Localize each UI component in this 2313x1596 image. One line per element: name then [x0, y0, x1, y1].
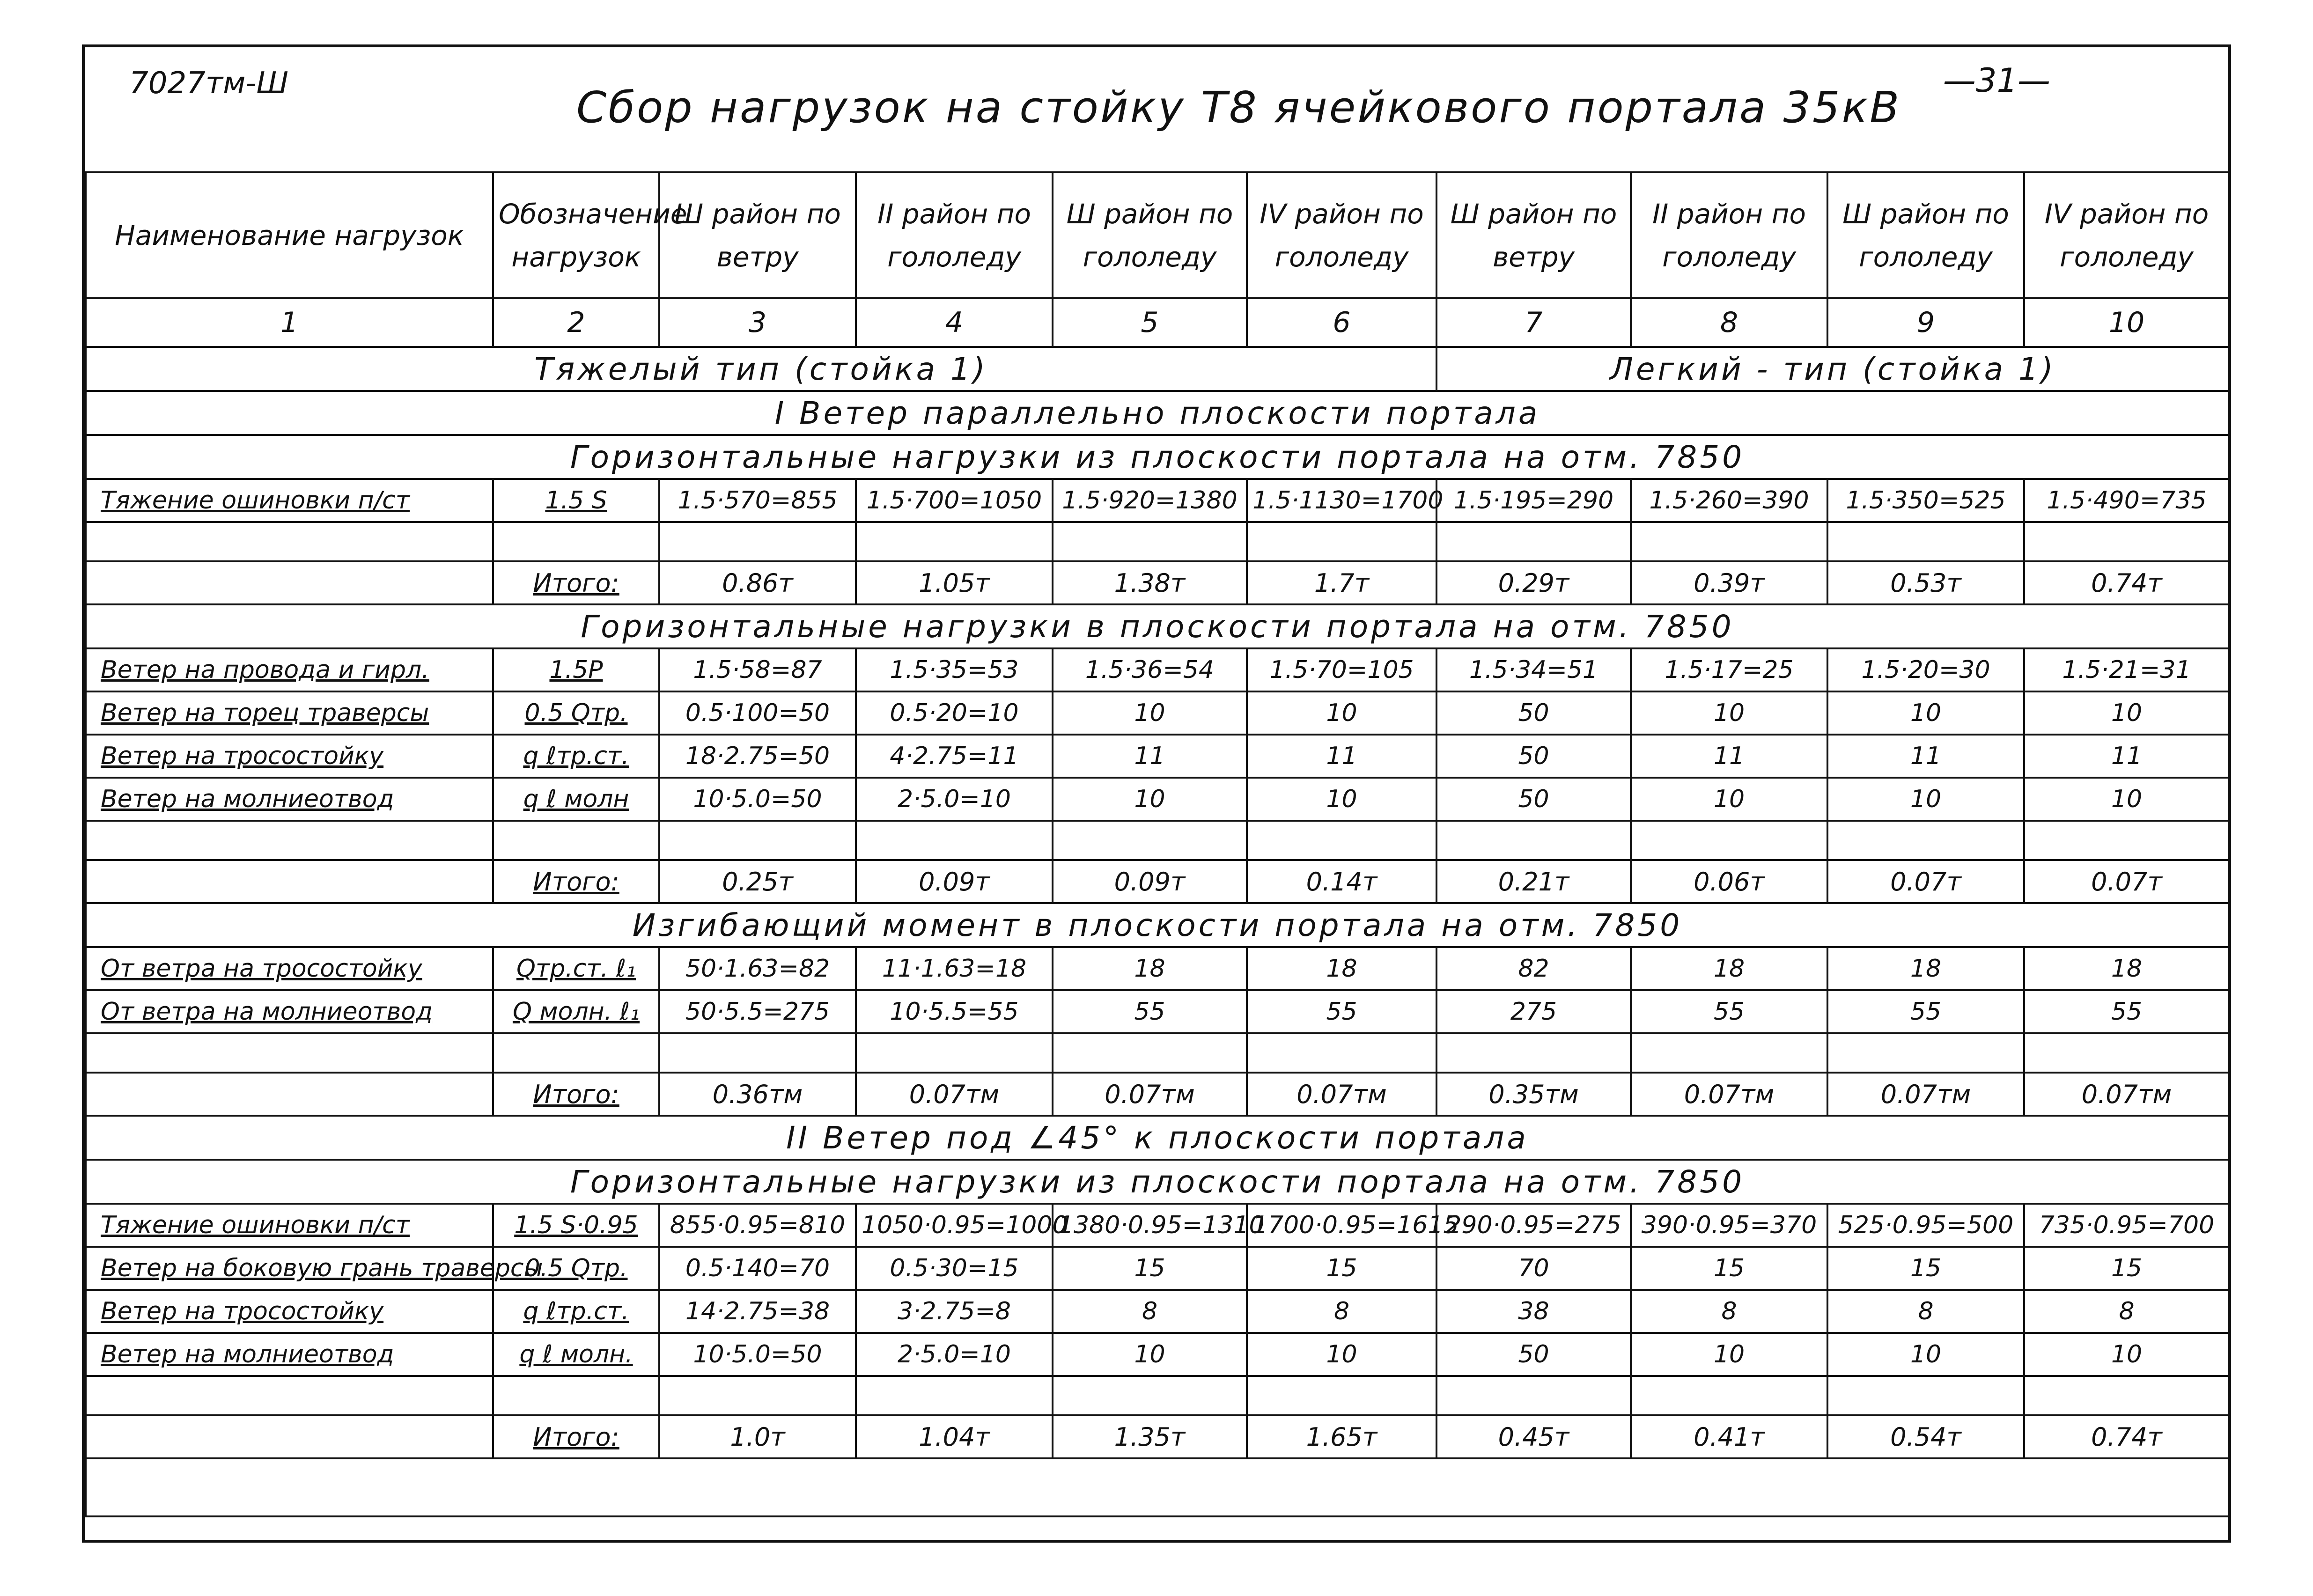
column-number: 5: [1053, 298, 1247, 347]
table-cell: От ветра на тросостойку: [86, 947, 493, 990]
section-heading: [86, 1116, 2229, 1160]
table-row: [86, 1204, 2229, 1247]
table-cell: От ветра на молниеотвод: [86, 990, 493, 1033]
table-cell: 10: [1247, 691, 1436, 735]
table-cell: 1.5Р: [493, 648, 659, 691]
header-cell: Ш район по гололеду: [1053, 172, 1247, 298]
table-cell: [86, 1415, 493, 1458]
column-number-row: [86, 298, 2229, 347]
table-cell: 0.09т: [1053, 860, 1247, 903]
table-cell: 15: [1827, 1247, 2024, 1290]
table-cell: Итого:: [493, 860, 659, 903]
table-cell: Ветер на молниеотвод: [86, 1333, 493, 1376]
table-cell: 50: [1436, 778, 1631, 821]
table-cell: 1.5 S·0.95: [493, 1204, 659, 1247]
table-cell: 8: [2024, 1290, 2229, 1333]
header-cell: II район по гололеду: [856, 172, 1053, 298]
column-number: 3: [659, 298, 856, 347]
table-cell: 15: [2024, 1247, 2229, 1290]
table-cell: 8: [1631, 1290, 1827, 1333]
table-cell: 11: [1247, 735, 1436, 778]
table-cell: 10: [1247, 1333, 1436, 1376]
table-cell: 50: [1436, 735, 1631, 778]
table-cell: 735·0.95=700: [2024, 1204, 2229, 1247]
page-title: Сбор нагрузок на стойку Т8 ячейкового портала 35кВ: [576, 82, 1901, 132]
table-cell: 50: [1436, 691, 1631, 735]
table-cell: 275: [1436, 990, 1631, 1033]
table-cell: 0.54т: [1827, 1415, 2024, 1458]
blank-row: [86, 1376, 2229, 1415]
table-cell: q ℓтр.ст.: [493, 1290, 659, 1333]
table-cell: 10: [1827, 1333, 2024, 1376]
table-cell: 15: [1247, 1247, 1436, 1290]
table-cell: 1.5·35=53: [856, 648, 1053, 691]
subsection-title: Горизонтальные нагрузки из плоскости портала на отм. 7850: [86, 435, 2229, 479]
header-cell: Наименование нагрузок: [86, 172, 493, 298]
column-number: 7: [1436, 298, 1631, 347]
group-bending-moment: [86, 947, 2229, 1116]
table-cell: 0.5·20=10: [856, 691, 1053, 735]
table-cell: 10: [1631, 1333, 1827, 1376]
column-number: 2: [493, 298, 659, 347]
table-cell: 0.5 Qтр.: [493, 691, 659, 735]
table-cell: 1380·0.95=1310: [1053, 1204, 1247, 1247]
column-number: 4: [856, 298, 1053, 347]
header-cell: II район по гололеду: [1631, 172, 1827, 298]
table-cell: 390·0.95=370: [1631, 1204, 1827, 1247]
table-cell: Ветер на провода и гирл.: [86, 648, 493, 691]
table-row: [86, 735, 2229, 778]
table-cell: 0.36тм: [659, 1073, 856, 1116]
table-cell: 3·2.75=8: [856, 1290, 1053, 1333]
table-cell: 11: [2024, 735, 2229, 778]
table-cell: 1.5·490=735: [2024, 479, 2229, 522]
table-row: [86, 1290, 2229, 1333]
total-row: [86, 1415, 2229, 1458]
table-cell: 1.7т: [1247, 561, 1436, 604]
table-cell: 50·5.5=275: [659, 990, 856, 1033]
group-out-of-plane-2: [86, 1204, 2229, 1458]
table-cell: 1.5 S: [493, 479, 659, 522]
total-row: [86, 860, 2229, 903]
table-cell: 1.5·260=390: [1631, 479, 1827, 522]
column-number: 10: [2024, 298, 2229, 347]
table-cell: 0.07тм: [856, 1073, 1053, 1116]
table-cell: 0.5·30=15: [856, 1247, 1053, 1290]
table-cell: 2·5.0=10: [856, 1333, 1053, 1376]
table-cell: 0.21т: [1436, 860, 1631, 903]
column-number: 6: [1247, 298, 1436, 347]
table-cell: 10·5.5=55: [856, 990, 1053, 1033]
table-cell: 0.07тм: [1053, 1073, 1247, 1116]
table-cell: 0.5 Qтр.: [493, 1247, 659, 1290]
type-row: [86, 347, 2229, 391]
table-cell: 1.5·34=51: [1436, 648, 1631, 691]
header-cell: Ш район по ветру: [1436, 172, 1631, 298]
table-cell: 1.04т: [856, 1415, 1053, 1458]
table-cell: 1.5·1130=1700: [1247, 479, 1436, 522]
table-cell: 8: [1827, 1290, 2024, 1333]
group-in-plane: [86, 648, 2229, 903]
total-row: [86, 1073, 2229, 1116]
table-cell: Ветер на тросостойку: [86, 1290, 493, 1333]
table-cell: Тяжение ошиновки п/ст: [86, 479, 493, 522]
table-cell: 10: [2024, 691, 2229, 735]
table-cell: 1700·0.95=1615: [1247, 1204, 1436, 1247]
table-cell: 55: [1247, 990, 1436, 1033]
header-cell: Ш район по гололеду: [1827, 172, 2024, 298]
drawing-sheet: [82, 44, 2231, 1543]
table-cell: [86, 1073, 493, 1116]
table-cell: 11: [1827, 735, 2024, 778]
table-cell: 18: [1631, 947, 1827, 990]
table-cell: 1.5·36=54: [1053, 648, 1247, 691]
table-cell: Qтр.ст. ℓ₁: [493, 947, 659, 990]
table-cell: 10·5.0=50: [659, 1333, 856, 1376]
table-cell: 0.29т: [1436, 561, 1631, 604]
table-cell: 0.25т: [659, 860, 856, 903]
section-heading: [86, 391, 2229, 435]
subsection-heading: [86, 1160, 2229, 1204]
table-cell: 18: [1247, 947, 1436, 990]
subsection-heading: [86, 604, 2229, 648]
table-cell: Итого:: [493, 1415, 659, 1458]
table-cell: 525·0.95=500: [1827, 1204, 2024, 1247]
table-cell: 55: [1631, 990, 1827, 1033]
table-cell: 50: [1436, 1333, 1631, 1376]
table-cell: 1.05т: [856, 561, 1053, 604]
subsection-title: Горизонтальные нагрузки в плоскости портала на отм. 7850: [86, 604, 2229, 648]
blank-row: [86, 1458, 2229, 1516]
table-cell: 0.5·140=70: [659, 1247, 856, 1290]
table-cell: 4·2.75=11: [856, 735, 1053, 778]
table-cell: 1.35т: [1053, 1415, 1247, 1458]
table-cell: 55: [1053, 990, 1247, 1033]
table-cell: Ветер на боковую грань траверсы: [86, 1247, 493, 1290]
table-cell: 0.35тм: [1436, 1073, 1631, 1116]
table-cell: 11: [1053, 735, 1247, 778]
table-cell: 70: [1436, 1247, 1631, 1290]
table-cell: 1.5·20=30: [1827, 648, 2024, 691]
section-title: II Ветер под ∠45° к плоскости портала: [86, 1116, 2229, 1160]
column-number: 1: [86, 298, 493, 347]
subsection-title: Горизонтальные нагрузки из плоскости портала на отм. 7850: [86, 1160, 2229, 1204]
table-cell: 1.5·58=87: [659, 648, 856, 691]
header-cell: IV район по гололеду: [2024, 172, 2229, 298]
table-cell: 10: [1631, 691, 1827, 735]
table-cell: 0.74т: [2024, 1415, 2229, 1458]
table-cell: 10: [1053, 1333, 1247, 1376]
header-row: [86, 172, 2229, 298]
table-cell: [86, 860, 493, 903]
table-cell: 0.07тм: [1631, 1073, 1827, 1116]
table-cell: 1.0т: [659, 1415, 856, 1458]
table-cell: 1.5·21=31: [2024, 648, 2229, 691]
header-cell: Обозначение нагрузок: [493, 172, 659, 298]
table-cell: [86, 561, 493, 604]
table-row: [86, 691, 2229, 735]
table-cell: 10: [1053, 691, 1247, 735]
table-cell: Итого:: [493, 1073, 659, 1116]
table-cell: 0.45т: [1436, 1415, 1631, 1458]
column-number: 9: [1827, 298, 2024, 347]
type-light: Легкий - тип (стойка 1): [1436, 347, 2229, 391]
table-cell: 0.06т: [1631, 860, 1827, 903]
table-cell: 15: [1631, 1247, 1827, 1290]
page-number: —31—: [1943, 61, 2050, 100]
document-code: 7027тм-Ш: [129, 66, 288, 101]
table-cell: 10·5.0=50: [659, 778, 856, 821]
table-cell: 2·5.0=10: [856, 778, 1053, 821]
table-cell: 0.07тм: [1247, 1073, 1436, 1116]
table-cell: 1.5·920=1380: [1053, 479, 1247, 522]
table-cell: 290·0.95=275: [1436, 1204, 1631, 1247]
table-cell: 0.07тм: [1827, 1073, 2024, 1116]
table-cell: 55: [1827, 990, 2024, 1033]
table-cell: 1.65т: [1247, 1415, 1436, 1458]
table-cell: 1050·0.95=1000: [856, 1204, 1053, 1247]
subsection-title: Изгибающий момент в плоскости портала на отм. 7850: [86, 903, 2229, 947]
table-cell: 10: [1827, 778, 2024, 821]
table-row: [86, 648, 2229, 691]
table-cell: Ветер на тросостойку: [86, 735, 493, 778]
table-row: [86, 1247, 2229, 1290]
subsection-heading: [86, 435, 2229, 479]
table-cell: 14·2.75=38: [659, 1290, 856, 1333]
table-cell: 1.5·195=290: [1436, 479, 1631, 522]
table-cell: 8: [1053, 1290, 1247, 1333]
blank-row: [86, 821, 2229, 860]
table-cell: 18: [2024, 947, 2229, 990]
table-row: [86, 778, 2229, 821]
table-cell: q ℓ молн: [493, 778, 659, 821]
table-cell: 0.07тм: [2024, 1073, 2229, 1116]
table-cell: 1.38т: [1053, 561, 1247, 604]
column-number: 8: [1631, 298, 1827, 347]
table-cell: 855·0.95=810: [659, 1204, 856, 1247]
section-title: I Ветер параллельно плоскости портала: [86, 391, 2229, 435]
table-cell: 10: [1053, 778, 1247, 821]
table-cell: q ℓтр.ст.: [493, 735, 659, 778]
table-cell: Тяжение ошиновки п/ст: [86, 1204, 493, 1247]
header-cell: IV район по гололеду: [1247, 172, 1436, 298]
table-cell: 82: [1436, 947, 1631, 990]
table-cell: 18·2.75=50: [659, 735, 856, 778]
table-cell: 18: [1053, 947, 1247, 990]
table-cell: 10: [1631, 778, 1827, 821]
table-cell: 11·1.63=18: [856, 947, 1053, 990]
table-cell: 55: [2024, 990, 2229, 1033]
table-cell: 0.86т: [659, 561, 856, 604]
table-cell: 10: [2024, 1333, 2229, 1376]
table-cell: 50·1.63=82: [659, 947, 856, 990]
table-row: [86, 479, 2229, 522]
table-cell: q ℓ молн.: [493, 1333, 659, 1376]
table-cell: 8: [1247, 1290, 1436, 1333]
blank-row: [86, 1033, 2229, 1073]
table-row: [86, 990, 2229, 1033]
table-cell: 1.5·700=1050: [856, 479, 1053, 522]
table-cell: 10: [2024, 778, 2229, 821]
table-cell: 1.5·570=855: [659, 479, 856, 522]
table-cell: 0.14т: [1247, 860, 1436, 903]
table-cell: Q молн. ℓ₁: [493, 990, 659, 1033]
loads-table: [85, 171, 2230, 1517]
table-cell: 0.74т: [2024, 561, 2229, 604]
table-cell: 0.07т: [1827, 860, 2024, 903]
table-cell: 11: [1631, 735, 1827, 778]
table-cell: 0.41т: [1631, 1415, 1827, 1458]
table-cell: 1.5·70=105: [1247, 648, 1436, 691]
table-row: [86, 947, 2229, 990]
table-cell: 1.5·350=525: [1827, 479, 2024, 522]
blank-row: [86, 522, 2229, 561]
table-cell: 15: [1053, 1247, 1247, 1290]
table-cell: 0.09т: [856, 860, 1053, 903]
group-out-of-plane-1: [86, 479, 2229, 604]
table-cell: Итого:: [493, 561, 659, 604]
table-cell: 18: [1827, 947, 2024, 990]
table-cell: 10: [1827, 691, 2024, 735]
subsection-heading: [86, 903, 2229, 947]
table-cell: Ветер на торец траверсы: [86, 691, 493, 735]
header-cell: Ш район по ветру: [659, 172, 856, 298]
table-cell: 10: [1247, 778, 1436, 821]
type-heavy: Тяжелый тип (стойка 1): [86, 347, 1436, 391]
table-cell: 0.5·100=50: [659, 691, 856, 735]
table-row: [86, 1333, 2229, 1376]
table-cell: 1.5·17=25: [1631, 648, 1827, 691]
table-cell: 38: [1436, 1290, 1631, 1333]
table-cell: 0.39т: [1631, 561, 1827, 604]
table-cell: 0.07т: [2024, 860, 2229, 903]
table-cell: Ветер на молниеотвод: [86, 778, 493, 821]
table-cell: 0.53т: [1827, 561, 2024, 604]
total-row: [86, 561, 2229, 604]
